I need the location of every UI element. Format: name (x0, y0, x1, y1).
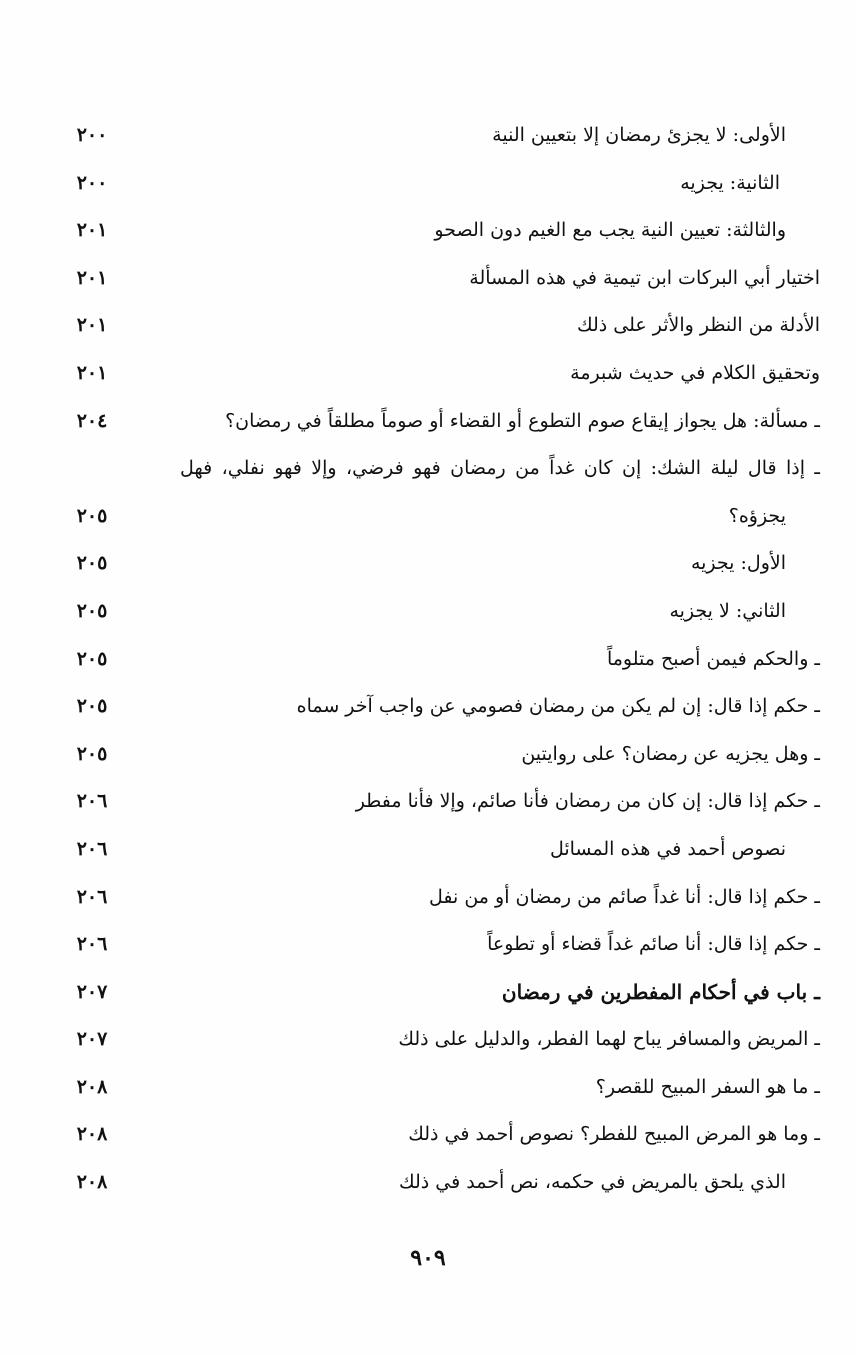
toc-entry-page: ٢٠٥ (76, 552, 108, 575)
toc-entry-page: ٢٠٧ (76, 1028, 108, 1051)
toc-entry (0, 969, 856, 1017)
toc-entry-page: ٢٠٧ (76, 980, 108, 1003)
toc-entry-page: ٢٠٦ (76, 790, 108, 813)
toc-entry-page: ٢٠١ (76, 314, 108, 337)
toc-entry-page: ٢٠٥ (76, 695, 108, 718)
table-of-contents (0, 112, 856, 1207)
toc-entry (0, 683, 856, 731)
toc-entry-title: الأول: يجزيه (690, 552, 786, 575)
toc-entry-page: ٢٠٦ (76, 885, 108, 908)
toc-entry (0, 160, 856, 208)
toc-entry (0, 731, 856, 779)
toc-entry-title: ـ إذا قال ليلة الشك: إن كان غداً من رمضان فهو فرضي، وإلا فهو نفلي، فهل (180, 457, 820, 480)
toc-entry-title: ـ حكم إذا قال: إن كان من رمضان فأنا صائم، وإلا فأنا مفطر (355, 790, 820, 813)
toc-entry (0, 207, 856, 255)
toc-entry (0, 874, 856, 922)
toc-entry-page: ٢٠٠ (76, 124, 108, 146)
toc-entry (0, 1159, 856, 1207)
toc-entry-title: ـ وهل يجزيه عن رمضان؟ على روايتين (521, 742, 820, 765)
toc-entry-title: ـ ما هو السفر المبيح للقصر؟ (595, 1075, 820, 1098)
toc-entry-page: ٢٠١ (76, 361, 108, 384)
toc-entry-title: والثالثة: تعيين النية يجب مع الغيم دون الصحو (434, 219, 786, 242)
toc-entry (0, 636, 856, 684)
toc-entry (0, 1064, 856, 1112)
toc-entry-title: وتحقيق الكلام في حديث شبرمة (570, 361, 820, 384)
toc-entry-title: ـ باب في أحكام المفطرين في رمضان (501, 979, 820, 1004)
toc-entry-title: الذي يلحق بالمريض في حكمه، نص أحمد في ذلك (398, 1171, 786, 1194)
toc-entry-page: ٢٠٨ (76, 1075, 108, 1098)
toc-entry (0, 255, 856, 303)
toc-entry (0, 350, 856, 398)
toc-entry-page: ٢٠١ (76, 219, 108, 242)
toc-entry (0, 398, 856, 446)
toc-entry (0, 778, 856, 826)
toc-entry-title: ـ مسألة: هل يجواز إيقاع صوم التطوع أو القضاء أو صوماً مطلقاً في رمضان؟ (225, 409, 820, 432)
toc-entry-title: الأدلة من النظر والأثر على ذلك (576, 314, 820, 337)
toc-entry-page: ٢٠٤ (76, 409, 108, 432)
toc-entry-page: ٢٠٨ (76, 1123, 108, 1146)
toc-entry-title: نصوص أحمد في هذه المسائل (549, 837, 786, 860)
toc-entry-title: يجزؤه؟ (728, 504, 786, 527)
toc-entry-title: ـ حكم إذا قال: إن لم يكن من رمضان فصومي عن واجب آخر سماه (296, 695, 820, 718)
toc-entry-page: ٢٠٥ (76, 742, 108, 765)
toc-entry-title: ـ وما هو المرض المبيح للفطر؟ نصوص أحمد في ذلك (408, 1123, 820, 1146)
toc-entry-page: ٢٠٥ (76, 504, 108, 527)
toc-entry-title: الثاني: لا يجزيه (669, 599, 786, 622)
toc-entry-page: ٢٠٦ (76, 837, 108, 860)
toc-entry-page: ٢٠٠ (76, 171, 108, 194)
toc-entry-page: ٢٠١ (76, 266, 108, 289)
toc-entry-title: اختيار أبي البركات ابن تيمية في هذه المسألة (469, 266, 820, 289)
toc-entry (0, 540, 856, 588)
toc-entry-title: ـ المريض والمسافر يباح لهما الفطر، والدليل على ذلك (398, 1028, 820, 1051)
page-number: ٩٠٩ (410, 1245, 446, 1271)
toc-entry-title: ـ حكم إذا قال: أنا صائم غداً قضاء أو تطوعاً (487, 933, 820, 956)
toc-entry-page: ٢٠٦ (76, 933, 108, 956)
toc-entry (0, 493, 856, 541)
toc-entry (0, 826, 856, 874)
toc-entry (0, 302, 856, 350)
toc-entry-title: ـ حكم إذا قال: أنا غداً صائم من رمضان أو من نفل (429, 885, 820, 908)
toc-entry-title: الأولى: لا يجزئ رمضان إلا بتعيين النية (492, 124, 786, 146)
toc-entry-title: ـ والحكم فيمن أصبح متلوماً (606, 647, 820, 670)
toc-entry (0, 921, 856, 969)
toc-entry-title: الثانية: يجزيه (680, 171, 780, 194)
toc-entry (0, 112, 856, 160)
toc-entry-page: ٢٠٥ (76, 647, 108, 670)
toc-entry (0, 445, 856, 493)
toc-entry (0, 1111, 856, 1159)
toc-entry (0, 1016, 856, 1064)
toc-entry (0, 588, 856, 636)
toc-entry-page: ٢٠٥ (76, 599, 108, 622)
toc-entry-page: ٢٠٨ (76, 1171, 108, 1194)
